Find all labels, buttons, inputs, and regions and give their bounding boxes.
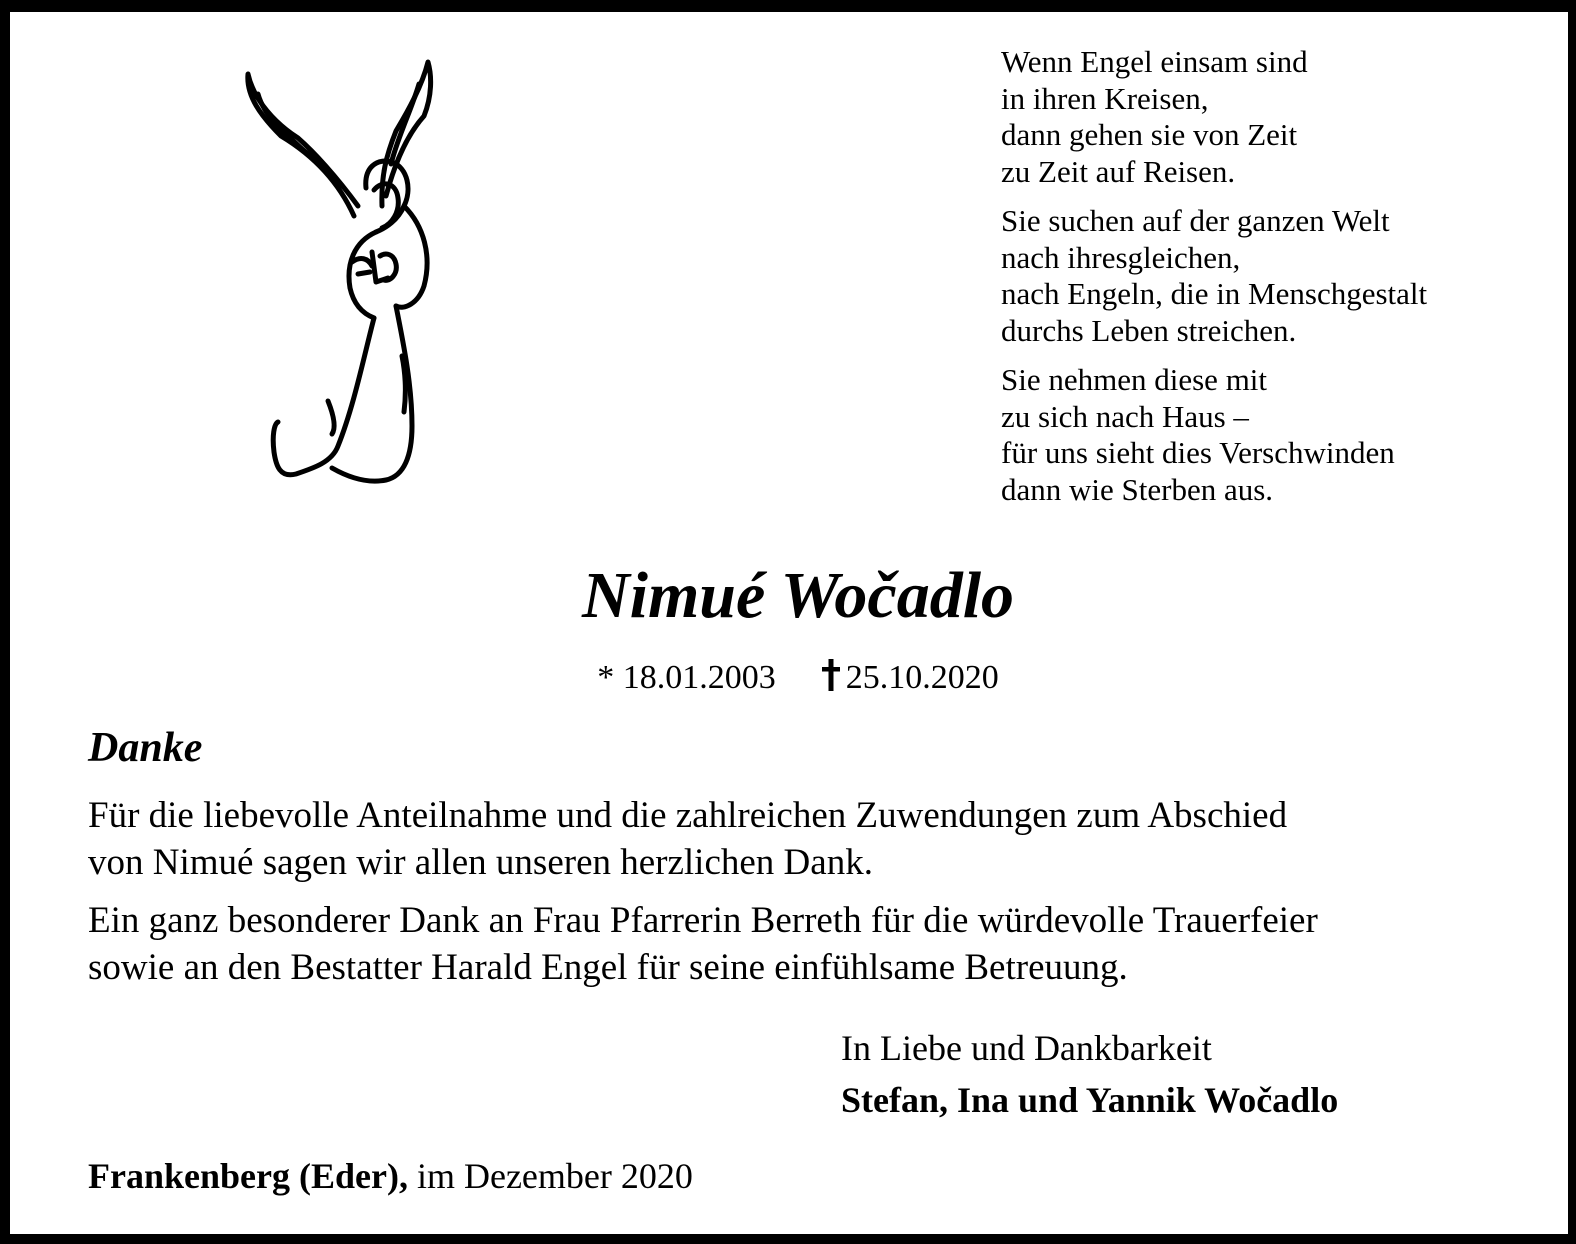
poem-line: durchs Leben streichen.	[1001, 312, 1297, 348]
signature	[841, 1022, 1338, 1126]
paragraph-line: Ein ganz besonderer Dank an Frau Pfarrerin Berreth für die würdevolle Trauerfeier	[88, 900, 1318, 941]
poem-line: Sie suchen auf der ganzen Welt	[1001, 203, 1390, 238]
thanks-paragraph	[88, 792, 1508, 886]
paragraph-line: Für die liebevolle Anteilnahme und die zahlreichen Zuwendungen zum Abschied	[88, 795, 1288, 836]
birth-date: * 18.01.2003	[597, 659, 776, 696]
family-names: Stefan, Ina und Yannik Wočadlo	[841, 1080, 1339, 1120]
deceased-name: Nimué Wočadlo	[581, 559, 1015, 632]
poem-stanza	[1001, 44, 1541, 190]
poem-stanza	[1001, 203, 1541, 349]
poem-line: für uns sieht dies Verschwinden	[1001, 435, 1395, 470]
place: Frankenberg (Eder),	[88, 1156, 408, 1196]
poem-line: Wenn Engel einsam sind	[1001, 44, 1308, 79]
paragraph-line: sowie an den Bestatter Harald Engel für seine einfühlsame Betreuung.	[88, 947, 1128, 988]
poem-line: dann gehen sie von Zeit	[1001, 117, 1298, 152]
place-date	[88, 1152, 693, 1200]
poem-line: in ihren Kreisen,	[1001, 80, 1209, 116]
poem	[1001, 44, 1541, 521]
life-dates	[0, 656, 1576, 700]
date: im Dezember 2020	[416, 1156, 693, 1196]
thanks-heading: Danke	[88, 725, 203, 771]
poem-line: zu sich nach Haus –	[1001, 398, 1249, 434]
paragraph-line: von Nimué sagen wir allen unseren herzlichen Dank.	[88, 842, 873, 883]
thanks-paragraph	[88, 897, 1508, 991]
closing-line: In Liebe und Dankbarkeit	[841, 1028, 1212, 1068]
death-date: 25.10.2020	[845, 659, 999, 696]
poem-line: dann wie Sterben aus.	[1001, 471, 1274, 507]
poem-stanza	[1001, 362, 1541, 508]
poem-line: Sie nehmen diese mit	[1001, 362, 1268, 397]
poem-line: nach Engeln, die in Menschgestalt	[1001, 276, 1428, 311]
poem-line: zu Zeit auf Reisen.	[1001, 153, 1236, 189]
cross-icon	[820, 658, 842, 692]
poem-line: nach ihresgleichen,	[1001, 239, 1241, 275]
angel-icon	[236, 56, 436, 496]
